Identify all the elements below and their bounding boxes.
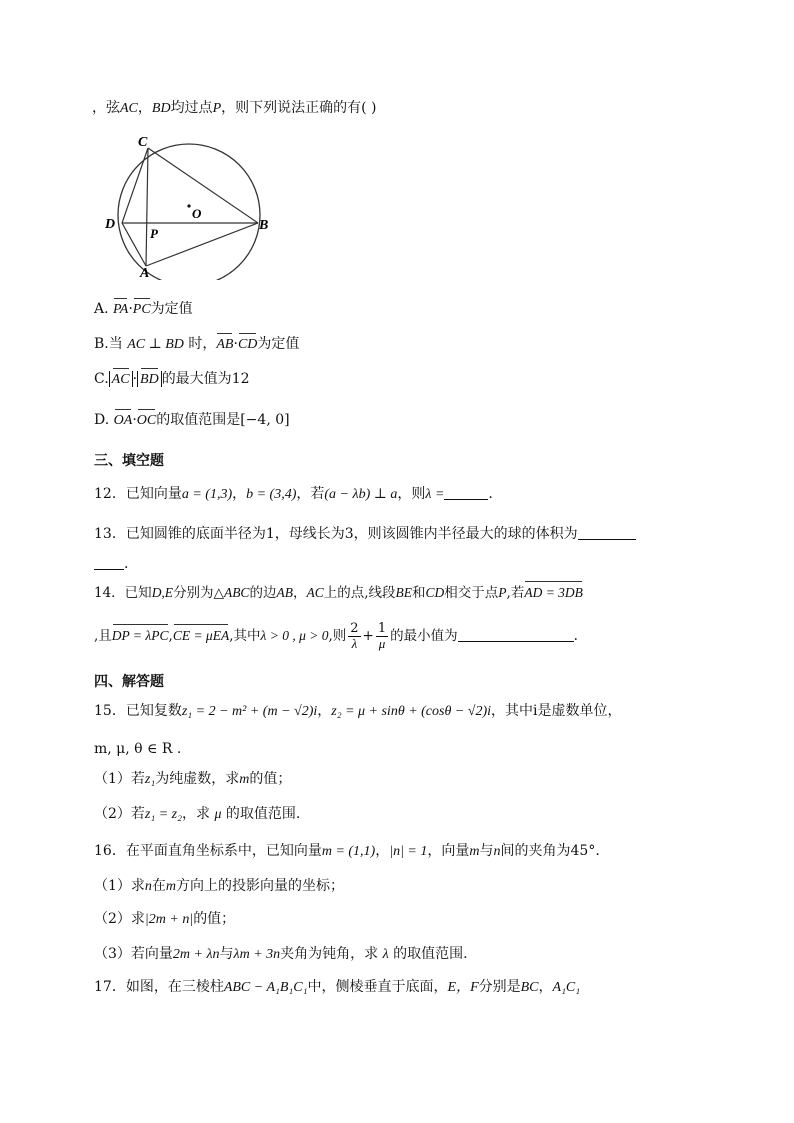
option-text: 为定值	[257, 336, 300, 352]
vector-equation-ce: CE = μEA	[173, 626, 229, 646]
point-p-label: P	[212, 101, 222, 116]
circle-figure	[100, 132, 280, 280]
option-d	[94, 410, 290, 431]
vector-m: m	[469, 844, 480, 859]
question-text: 13．已知圆锥的底面半径为1，母线长为3，则该圆锥内半径最大的球的体积为	[94, 526, 578, 542]
question-13	[94, 524, 636, 544]
option-text: 当	[108, 336, 128, 352]
section-title-answer: 四、解答题	[94, 674, 164, 690]
option-text: 的最大值为	[161, 371, 232, 387]
option-letter: B.	[94, 336, 109, 352]
question-text: 与	[219, 946, 234, 962]
triangle-abc: △ABC	[213, 585, 250, 600]
comma: ，	[292, 585, 307, 601]
question-12	[94, 484, 493, 505]
option-letter: A.	[94, 301, 109, 317]
option-text: 为定值	[150, 301, 193, 317]
vector-b-def: b = (3,4)	[246, 487, 297, 502]
segment-a1c1: A₁C₁	[552, 980, 581, 995]
answer-blank[interactable]	[578, 525, 636, 540]
complex-z2: z₂ = μ + sinθ + (cosθ − √2)i	[331, 704, 492, 719]
label-c: C	[138, 135, 148, 150]
segment-be: BE	[395, 585, 413, 600]
question-text: 与	[479, 843, 494, 859]
variable-m: m	[239, 772, 250, 787]
question-text: 在	[151, 878, 166, 894]
vector-equation-ad: AD = 3DB	[524, 583, 583, 603]
comma: ，	[538, 979, 553, 995]
question-15	[94, 701, 622, 722]
comma: ，	[317, 703, 332, 719]
q11-intro-prefix: ，弦	[92, 100, 120, 116]
segment-cb	[148, 148, 258, 223]
dot-operator: ·	[233, 336, 238, 352]
question-13-cont	[94, 554, 128, 574]
question-15-part-2	[94, 804, 300, 825]
option-b	[94, 334, 299, 355]
question-14	[94, 583, 583, 603]
period: .	[488, 486, 493, 502]
variable-mu: μ	[214, 807, 222, 822]
dot-operator: ·	[132, 371, 138, 387]
part-label: （1）求	[94, 878, 145, 894]
abs-ac	[109, 371, 133, 387]
numerator: 2	[350, 621, 359, 636]
question-16-part-1	[94, 876, 344, 897]
question-text: ,且	[94, 628, 112, 644]
question-text: ，向量	[427, 843, 470, 859]
option-c	[94, 369, 250, 390]
lambda-equals: λ =	[425, 487, 445, 502]
part-label: （2）若	[94, 806, 145, 822]
question-text: 的值；	[193, 911, 236, 927]
period: .	[573, 628, 578, 644]
question-text: 15．已知复数	[94, 703, 182, 719]
part-label: （2）求	[94, 911, 145, 927]
circle-outline	[118, 144, 260, 280]
question-text: 方向上的投影向量的坐标；	[176, 878, 345, 894]
question-text: 间的夹角为	[500, 843, 571, 859]
part-label: （1）若	[94, 771, 145, 787]
perpendicular-condition: AC ⊥ BD	[127, 337, 184, 352]
option-text: 的取值范围是	[156, 412, 241, 428]
points-ef: E，F	[447, 980, 479, 995]
comma: ,	[168, 628, 173, 644]
option-letter: D.	[94, 412, 110, 428]
vector-expression-1: 2m + λn	[172, 947, 220, 962]
question-text: 分别是	[478, 979, 521, 995]
dot-operator: ·	[132, 412, 137, 428]
vector-pa: PA	[113, 300, 128, 320]
vector-n-norm: |n| = 1	[389, 844, 428, 859]
question-14-cont	[94, 622, 578, 651]
label-p: P	[150, 226, 158, 241]
variable-lambda: λ	[382, 947, 389, 962]
section-title-fill-in: 三、填空题	[94, 453, 164, 469]
numerator: 1	[377, 621, 387, 636]
complex-z1: z₁ = 2 − m² + (m − √2)i	[181, 704, 318, 719]
vector-a-def: a = (1,3)	[181, 487, 233, 502]
vector-bd: BD	[140, 370, 159, 390]
prism-name: ABC − A₁B₁C₁	[223, 980, 308, 995]
option-value: 12	[231, 371, 250, 387]
segment-cd: CD	[425, 585, 445, 600]
question-15-cont: m, μ, θ ∈ R .	[94, 741, 182, 757]
question-text: ，若	[296, 486, 325, 502]
question-text: 16．在平面直角坐标系中，已知向量	[94, 843, 322, 859]
vector-oa: OA	[114, 411, 133, 431]
vector-n: n	[144, 879, 152, 894]
question-text: ,其中	[229, 628, 261, 644]
q11-intro	[92, 98, 377, 119]
plus-sign: +	[362, 628, 374, 644]
perpendicular-condition: (a − λb) ⊥ a	[324, 487, 398, 502]
option-text: 时，	[183, 336, 217, 352]
answer-blank[interactable]	[94, 555, 124, 570]
option-letter: C.	[94, 371, 109, 387]
chord-ac	[146, 148, 148, 266]
label-b: B	[259, 218, 269, 233]
fraction-1-over-mu	[376, 622, 388, 651]
question-text: 的边	[249, 585, 277, 601]
q11-intro-mid: 均过点	[170, 100, 213, 116]
vector-ac: AC	[112, 370, 130, 390]
question-text: 中，侧棱垂直于底面，	[307, 979, 448, 995]
denominator: μ	[378, 636, 386, 651]
segment-ab	[146, 223, 258, 266]
comma: ，	[375, 843, 390, 859]
side-ab: AB	[276, 585, 293, 600]
label-o: O	[192, 206, 202, 221]
question-text: ,则	[328, 628, 347, 644]
question-text: 17．如图，在三棱柱	[94, 979, 224, 995]
side-ac: AC	[306, 585, 324, 600]
part-label: （3）若向量	[94, 946, 173, 962]
dot-operator: ·	[128, 301, 133, 317]
question-text: 为纯虚数，求	[155, 771, 240, 787]
question-text: 分别为	[173, 585, 214, 601]
points-de: D,E	[151, 585, 174, 600]
vector-n: n	[493, 844, 501, 859]
vector-cd: CD	[238, 335, 257, 355]
segment-bc: BC	[520, 980, 539, 995]
question-17	[94, 977, 580, 998]
question-16-part-2	[94, 909, 235, 930]
question-text: ，求	[182, 806, 215, 822]
question-text: 的值；	[249, 771, 292, 787]
vector-ab: AB	[216, 335, 233, 355]
question-text: ，则	[397, 486, 426, 502]
question-text: ，其中i是虚数单位，	[491, 703, 622, 719]
question-text: 的取值范围.	[221, 806, 301, 822]
vector-oc: OC	[137, 411, 156, 431]
question-text: 上的点,线段	[323, 585, 396, 601]
option-range: [−4, 0]	[240, 412, 290, 428]
option-a	[94, 299, 193, 320]
q11-intro-suffix: ，则下列说法正确的有( )	[221, 100, 377, 116]
positivity-condition: λ > 0 , μ > 0	[260, 628, 329, 643]
label-a: A	[140, 266, 150, 280]
point-p: P	[498, 585, 507, 600]
comma: ，	[232, 486, 247, 502]
question-text: ,若	[506, 585, 525, 601]
chord-bd-label: BD	[151, 101, 171, 116]
label-d: D	[105, 217, 116, 232]
center-dot	[187, 204, 190, 207]
question-16	[94, 841, 600, 862]
norm-expression: |2m + n|	[144, 912, 194, 927]
complex-z1: z₁	[144, 772, 156, 787]
vector-pc: PC	[133, 300, 151, 320]
vector-equation-dp: DP = λPC	[112, 626, 169, 646]
chord-ac-label: AC	[120, 101, 138, 116]
vector-m-def: m = (1,1)	[321, 844, 376, 859]
vector-expression-2: λm + 3n	[233, 947, 281, 962]
vector-m: m	[165, 879, 177, 894]
question-text: 的取值范围.	[388, 946, 468, 962]
question-text: 14．已知	[94, 585, 152, 601]
period: .	[124, 556, 129, 572]
answer-blank[interactable]	[444, 485, 488, 500]
abs-bd	[137, 371, 162, 387]
question-15-part-1	[94, 769, 291, 790]
angle-value: 45°.	[570, 843, 600, 859]
fraction-2-over-lambda	[348, 622, 360, 651]
question-text: 夹角为钝角，求	[280, 946, 383, 962]
comma: ，	[137, 100, 152, 116]
question-16-part-3	[94, 944, 468, 965]
question-text: 的最小值为	[390, 628, 458, 644]
segment-cd	[122, 148, 148, 223]
equation-z1-z2: z₁ = z₂	[144, 807, 182, 822]
question-text: 12．已知向量	[94, 486, 182, 502]
answer-blank[interactable]	[458, 627, 574, 642]
question-text: 相交于点	[444, 585, 499, 601]
question-text: 和	[412, 585, 426, 601]
denominator: λ	[351, 636, 358, 651]
